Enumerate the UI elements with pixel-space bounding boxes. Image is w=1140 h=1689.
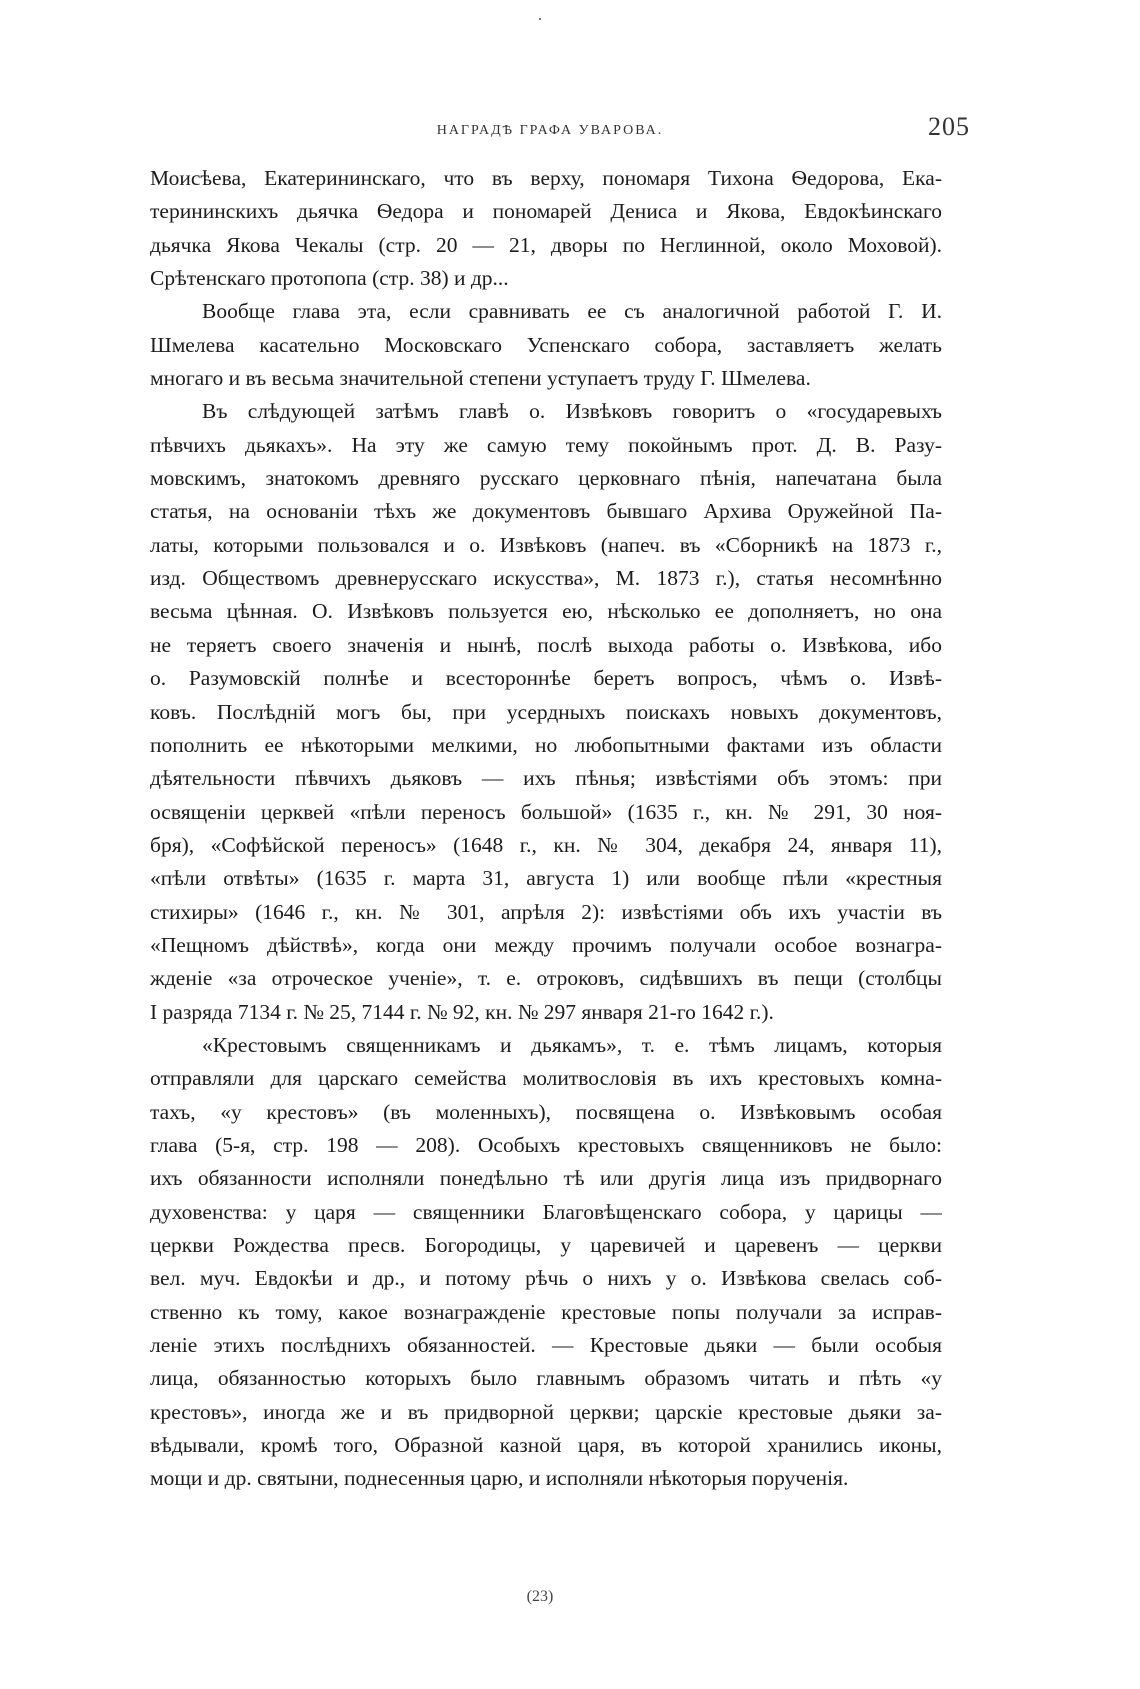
text-line: вел. муч. Евдокѣи и др., и потому рѣчь о нихъ у о. Извѣкова свелась соб- [150,1266,942,1291]
running-head [150,112,970,152]
text-line: духовенства: у царя — священники Благовѣщенскаго собора, у царицы — [150,1199,942,1224]
text-line: дѣятельности пѣвчихъ дьяковъ — ихъ пѣнья; извѣстіями объ этомъ: при [150,766,942,791]
text-line: освященіи церквей «пѣли переносъ большой» (1635 г., кн. № 291, 30 ноя- [150,799,942,824]
text-line: вѣдывали, кромѣ того, Образной казной царя, въ которой хранились иконы, [150,1433,942,1458]
running-title: НАГРАДѢ ГРАФА УВАРОВА. [436,123,664,138]
scan-mark [539,18,541,20]
text-line: ковъ. Послѣдній могъ бы, при усердныхъ поискахъ новыхъ документовъ, [150,699,942,724]
text-line: Въ слѣдующей затѣмъ главѣ о. Извѣковъ говоритъ о «государевыхъ [202,399,942,424]
text-line: пополнить ее нѣкоторыми мелкими, но любопытными фактами изъ области [150,732,942,757]
text-line: ственно къ тому, какое вознагражденіе крестовые попы получали за исправ- [150,1299,942,1324]
text-line: пѣвчихъ дьякахъ». На эту же самую тему покойнымъ прот. Д. В. Разу- [150,432,942,457]
page-number: 205 [928,112,970,141]
text-line: Шмелева касательно Московскаго Успенскаго собора, заставляетъ желать [150,332,942,357]
text-line: «Пещномъ дѣйствѣ», когда они между прочимъ получали особое вознагра- [150,932,942,957]
text-line: церкви Рождества пресв. Богородицы, у царевичей и царевенъ — церкви [150,1233,942,1257]
text-line: отправляли для царскаго семейства молитвословія въ ихъ крестовыхъ комна- [150,1066,942,1091]
text-line: крестовъ», иногда же и въ придворной церкви; царскіе крестовые дьяки за- [150,1399,942,1424]
text-line: мовскимъ, знатокомъ древняго русскаго церковнаго пѣнія, напечатана была [150,466,942,491]
text-line: стихиры» (1646 г., кн. № 301, апрѣля 2): извѣстіями объ ихъ участіи въ [150,899,942,924]
printer-signature: (23) [526,1588,554,1605]
text-line: Моисѣева, Екатерининскаго, что въ верху, пономаря Тихона Ѳедорова, Ека- [150,166,942,190]
text-line: не теряетъ своего значенія и нынѣ, послѣ выхода работы о. Извѣкова, ибо [150,632,942,657]
text-line: Вообще глава эта, если сравнивать ее съ аналогичной работой Г. И. [202,299,942,324]
text-line: весьма цѣнная. О. Извѣковъ пользуется ею, нѣсколько ее дополняетъ, но она [150,599,942,624]
text-line: «Крестовымъ священникамъ и дьякамъ», т. е. тѣмъ лицамъ, которыя [202,1032,942,1057]
text-line: I разряда 7134 г. № 25, 7144 г. № 92, кн. № 297 января 21-го 1642 г.). [150,999,774,1024]
text-line: «пѣли отвѣты» (1635 г. марта 31, августа 1) или вообще пѣли «крестныя [150,866,942,891]
text-line: бря), «Софѣйской переносъ» (1648 г., кн. № 304, декабря 24, января 11), [150,832,942,857]
text-line: изд. Обществомъ древнерусскаго искусства», М. 1873 г.), статья несомнѣнно [150,566,942,591]
text-line: тахъ, «у крестовъ» (въ моленныхъ), посвящена о. Извѣковымъ особая [150,1099,942,1124]
text-line: терининскихъ дьячка Ѳедора и пономарей Дениса и Якова, Евдокѣинскаго [150,199,942,224]
text-line: дьячка Якова Чекалы (стр. 20 — 21, дворы по Неглинной, около Моховой). [150,232,942,257]
text-line: многаго и въ весьма значительной степени уступаетъ труду Г. Шмелева. [150,366,811,391]
text-line: леніе этихъ послѣднихъ обязанностей. — Крестовые дьяки — были особыя [150,1333,942,1358]
text-line: глава (5-я, стр. 198 — 208). Особыхъ крестовыхъ священниковъ не было: [150,1132,942,1157]
text-line: Срѣтенскаго протопопа (стр. 38) и др... [150,266,509,291]
text-line: жденіе «за отроческое ученіе», т. е. отроковъ, сидѣвшихъ въ пещи (столбцы [150,966,942,991]
text-line: лица, обязанностью которыхъ было главнымъ образомъ читать и пѣть «у [150,1366,942,1391]
body-text [150,162,942,1496]
text-line: латы, которыми пользовался и о. Извѣковъ (напеч. въ «Сборникѣ на 1873 г., [150,532,942,557]
text-line: мощи и др. святыни, поднесенныя царю, и исполняли нѣкоторыя порученія. [150,1466,849,1491]
text-line: ихъ обязанности исполняли понедѣльно тѣ или другія лица изъ придворнаго [150,1166,942,1191]
text-line: о. Разумовскій полнѣе и всестороннѣе беретъ вопросъ, чѣмъ о. Извѣ- [150,666,942,691]
text-line: статья, на основаніи тѣхъ же документовъ бывшаго Архива Оружейной Па- [150,499,942,524]
